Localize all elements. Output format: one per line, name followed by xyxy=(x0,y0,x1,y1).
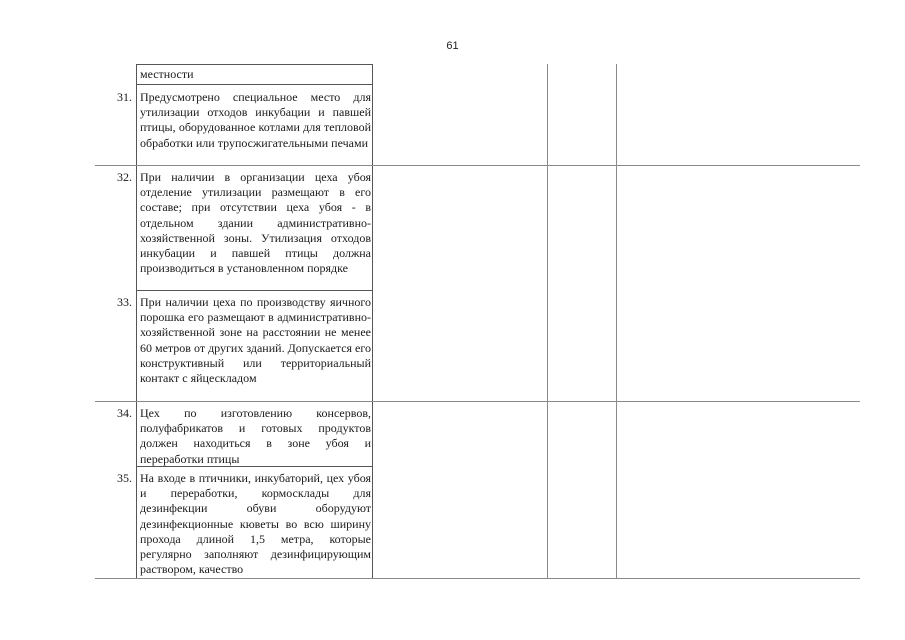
row-number: 35. xyxy=(117,471,132,485)
table-row-text: На входе в птичники, инкубаторий, цех убоя и переработки, кормосклады для дезинфекции обуви оборудуют дезинфекционные кюветы во всю ширину прохода длиной 1,5 метра, которые регулярно заполняют дезинфицирующим раствором, качество xyxy=(140,471,371,577)
row-divider xyxy=(136,84,373,85)
table-column-divider xyxy=(547,64,548,579)
table-border-text-right xyxy=(372,64,373,579)
row-number: 32. xyxy=(117,170,132,184)
table-row-text: При наличии в организации цеха убоя отделение утилизации размещают в его составе; при отсутствии цеха убоя - в отдельном здании административно-хозяйственной зоны. Утилизация отходов инкубации и павшей птицы должна производиться в установленном порядке xyxy=(140,170,371,276)
table-border-bottom xyxy=(95,578,860,579)
row-divider xyxy=(95,401,860,402)
row-divider xyxy=(95,165,860,166)
table-row-text: При наличии цеха по производству яичного порошка его размещают в административно-хозяйственной зоне на расстоянии не менее 60 метров от других зданий. Допускается его конструктивный или территориальный контакт с яйцескладом xyxy=(140,295,371,386)
table-border-top xyxy=(136,64,373,65)
table-border-left xyxy=(136,64,137,579)
row-number: 33. xyxy=(117,295,132,309)
table-row-text: Предусмотрено специальное место для утилизации отходов инкубации и павшей птицы, оборудованное котлами для тепловой обработки или трупосжигательными печами xyxy=(140,90,371,150)
table-row-text: Цех по изготовлению консервов, полуфабрикатов и готовых продуктов должен находиться в зоне убоя и переработки птицы xyxy=(140,406,371,466)
row-number: 31. xyxy=(117,90,132,104)
table-row-text: местности xyxy=(140,67,194,81)
page-number: 61 xyxy=(446,40,459,52)
row-number: 34. xyxy=(117,406,132,420)
row-divider xyxy=(136,290,373,291)
table-column-divider xyxy=(616,64,617,579)
